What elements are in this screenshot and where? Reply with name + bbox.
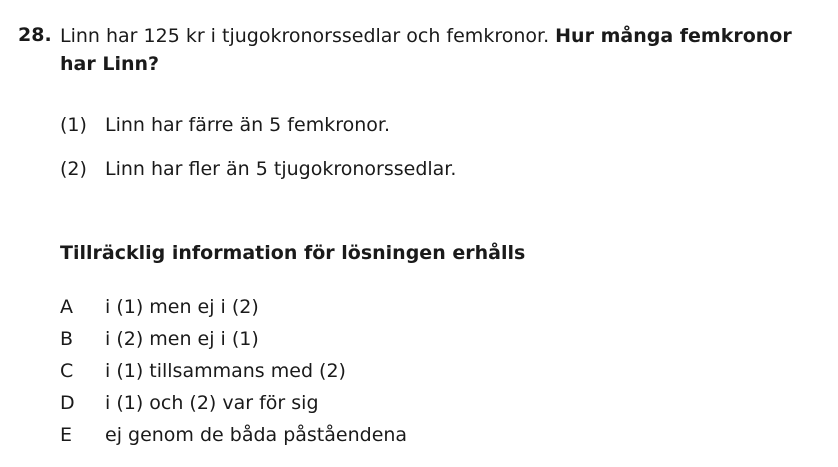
option-e [60,422,407,448]
option-a-text: i (1) men ej i (2) [105,296,259,318]
question-text [60,22,830,78]
statement-2-number: (2) [60,158,87,180]
statement-1 [60,112,390,138]
option-b [60,326,259,352]
question-text-plain: Linn har 125 kr i tjugokronorssedlar och femkronor. [60,25,556,47]
option-c-letter: C [60,360,74,382]
statement-2 [60,156,456,182]
option-a [60,294,259,320]
option-c [60,358,346,384]
statement-1-text: Linn har färre än 5 femkronor. [105,114,390,136]
statement-1-number: (1) [60,114,87,136]
option-d [60,390,319,416]
statement-2-text: Linn har fler än 5 tjugokronorssedlar. [105,158,457,180]
option-a-letter: A [60,296,73,318]
option-d-letter: D [60,392,75,414]
option-e-letter: E [60,424,73,446]
option-b-text: i (2) men ej i (1) [105,328,259,350]
option-b-letter: B [60,328,74,350]
question-text-bold: Hur många femkronor har Linn? [60,25,792,75]
option-e-text: ej genom de båda påståendena [105,424,408,446]
option-d-text: i (1) och (2) var för sig [105,392,319,414]
option-c-text: i (1) tillsammans med (2) [105,360,346,382]
instruction-heading: Tillräcklig information för lösningen erhålls [60,242,526,264]
question-number: 28. [18,24,52,46]
